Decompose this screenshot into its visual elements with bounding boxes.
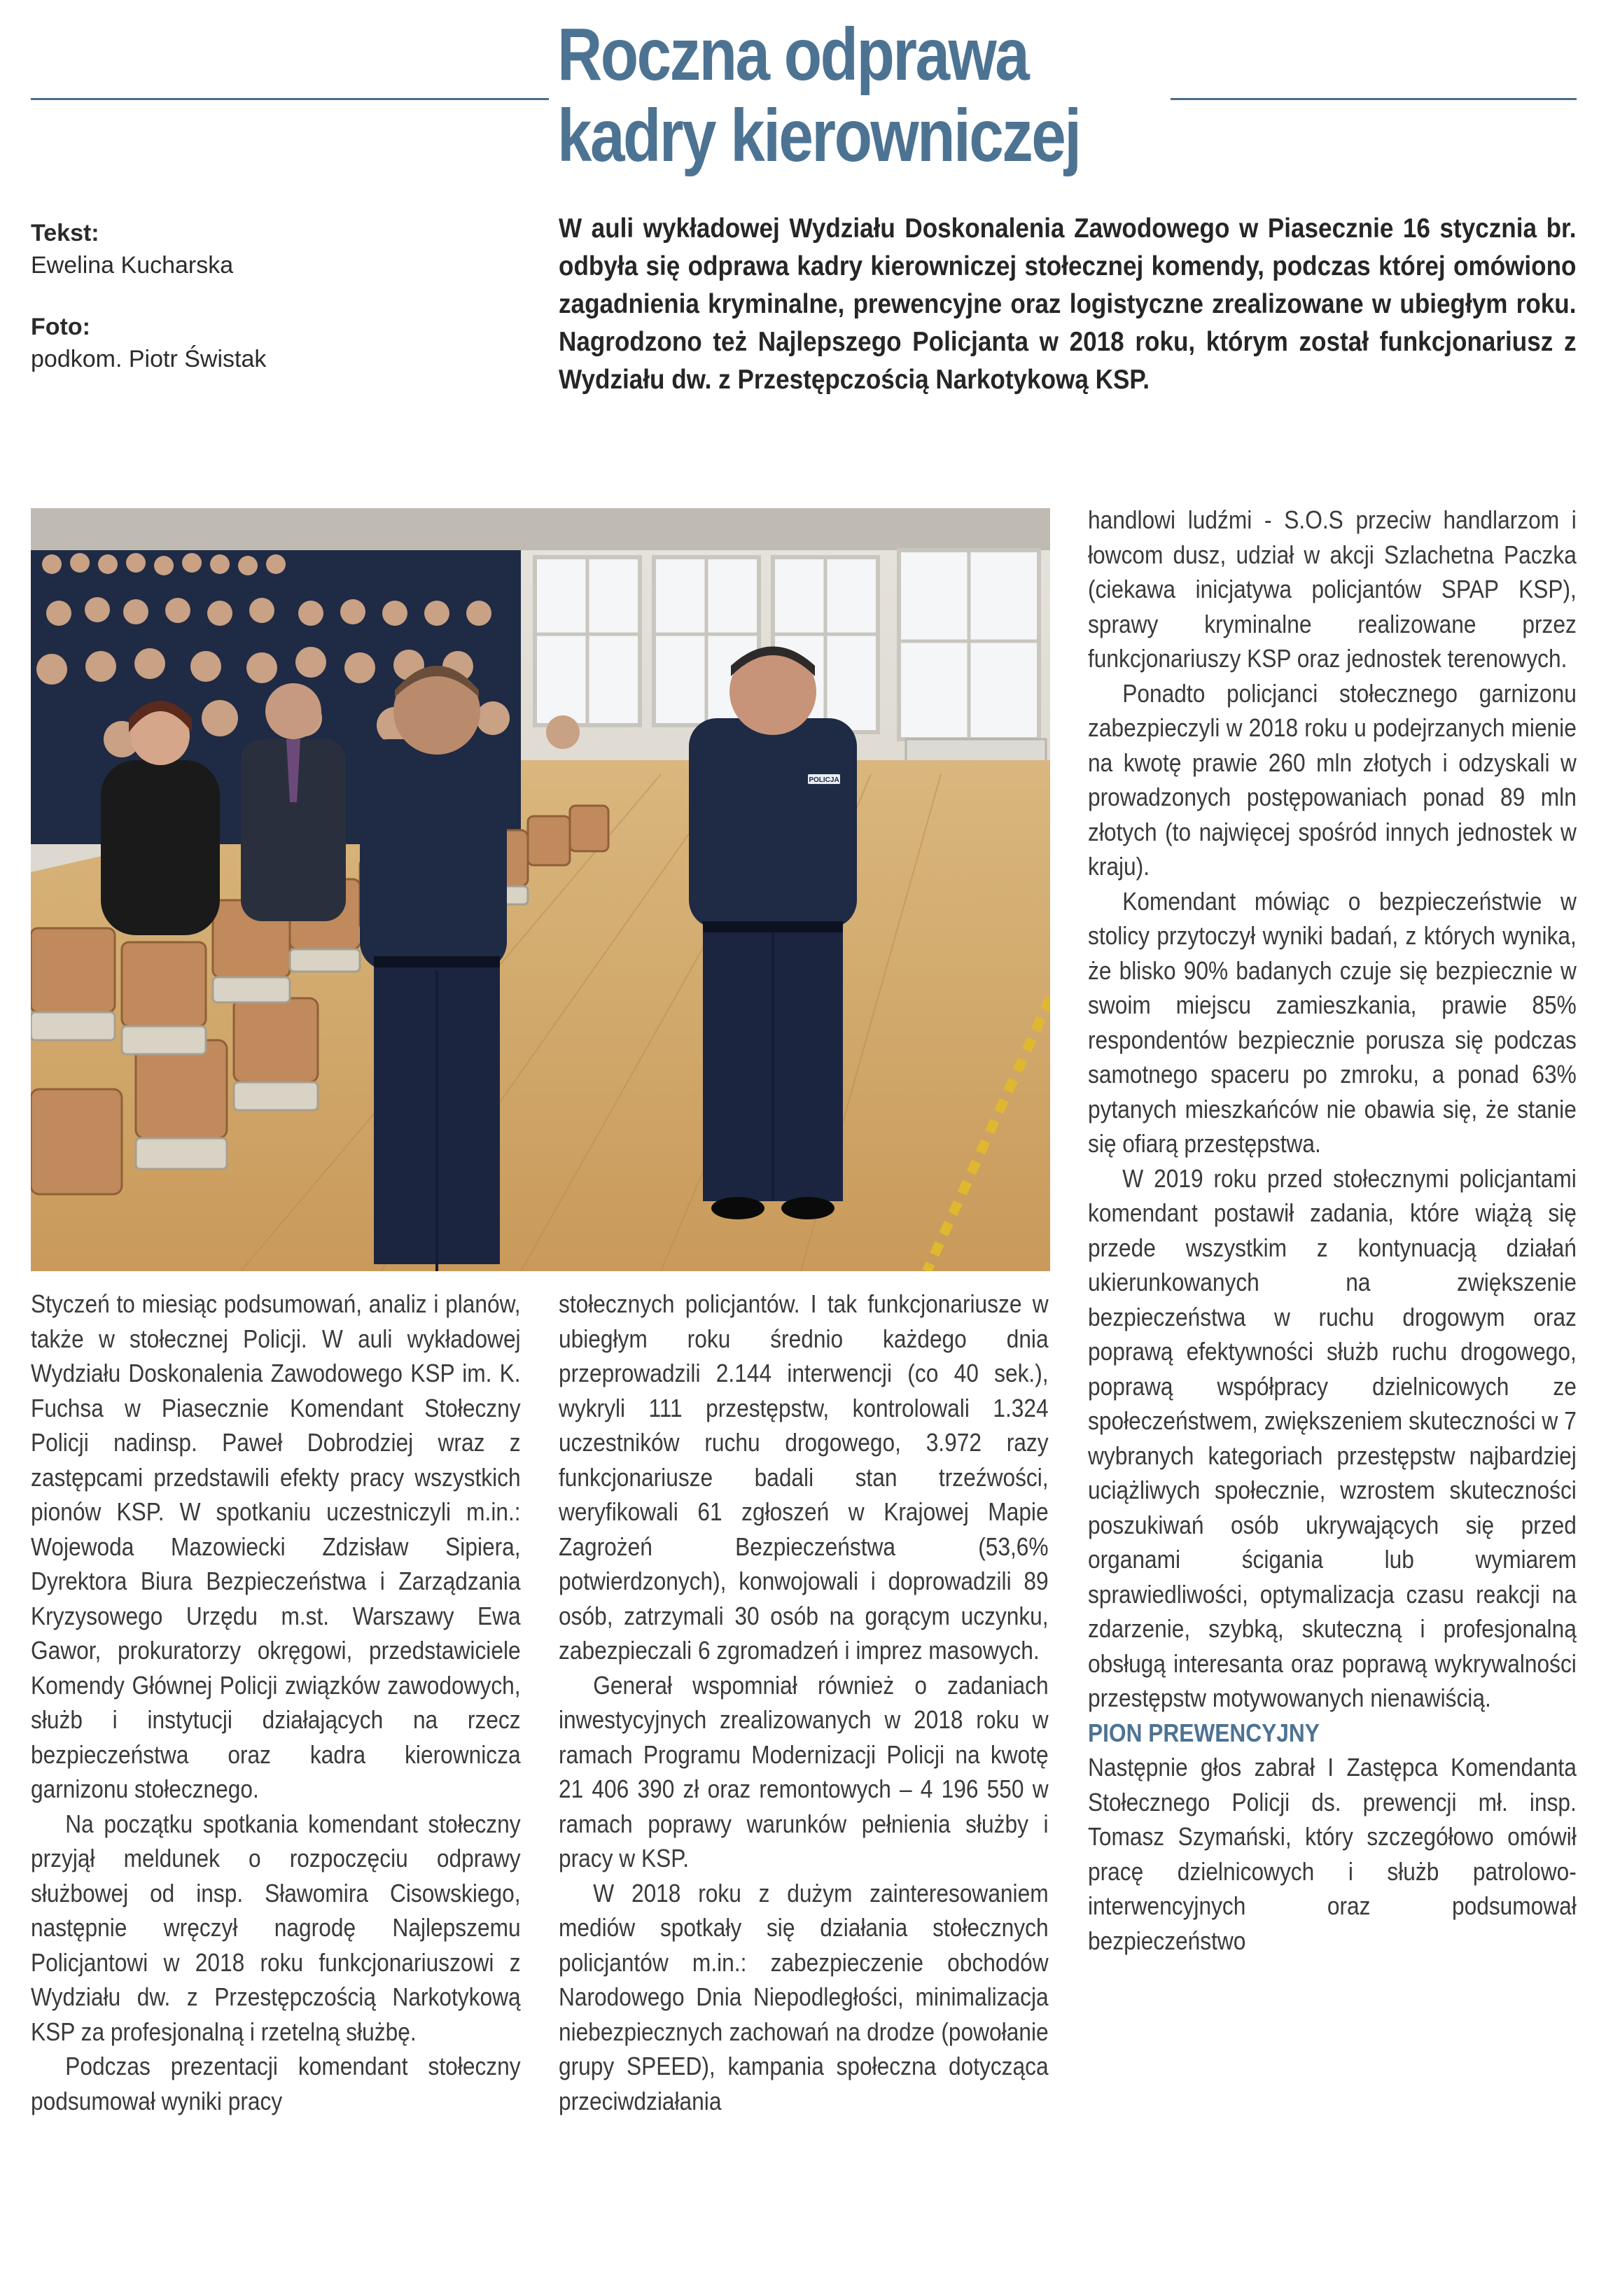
- lead-paragraph: W auli wykładowej Wydziału Doskonalenia Zawodowego w Piasecznie 16 stycznia br. odbyła się odprawa kadry kierowniczej stołecznej komendy, podczas której omówiono zagadnienia kryminalne, prewencyjne oraz logistyczne zrealizowane w ubiegłym roku. Nagrodzono też Najlepszego Policjanta w 2018 roku, którym został funkcjonariusz z Wydziału dw. z Przestępczością Narkotykową KSP.: [559, 214, 1577, 395]
- col2-paragraph-1: stołecznych policjantów. I tak funkcjonariusze w ubiegłym roku średnio każdego dnia przeprowadzili 2.144 interwencji (co 40 sek.), wykryli 111 przestępstw, kontrolowali 1.324 uczestników ruchu drogowego, 3.972 razy funkcjonariusze badali stan trzeźwości, weryfikowali 61 zgłoszeń w Krajowej Mapie Zagrożeń Bezpieczeństwa (53,6% potwierdzonych), konwojowali i doprowadzili 89 osób, zatrzymali 30 osób na gorącym uczynku, zabezpieczali 6 zgromadzeń i imprez masowych.: [559, 1289, 1049, 1665]
- col2-paragraph-3: W 2018 roku z dużym zainteresowaniem mediów spotkały się działania stołecznych policjantów m.in.: zabezpieczenie obchodów Narodowego Dnia Niepodległości, minimalizacja niebezpiecznych zachowań na drodze (powołanie grupy SPEED), kampania społeczna dotycząca przeciwdziałania: [559, 1878, 1049, 2115]
- body-column-1: [31, 1287, 521, 2118]
- title-rule-right: [1171, 98, 1577, 100]
- col3-paragraph-1: handlowi ludźmi - S.O.S przeciw handlarzom i łowcom dusz, udział w akcji Szlachetna Paczka (ciekawa inicjatywa policjantów SPAP KSP), sprawy kryminalne realizowane przez funkcjonariuszy KSP oraz jednostek terenowych.: [1088, 505, 1577, 673]
- title-line-1: Roczna odprawa: [557, 13, 1028, 96]
- text-credit-label: Tekst:: [31, 220, 99, 246]
- credits: [31, 217, 521, 375]
- col3-paragraph-2: Ponadto policjanci stołecznego garnizonu zabezpieczyli w 2018 roku u podejrzanych mienie na kwotę prawie 260 mln złotych i odzyskali w prowadzonych postępowaniach ponad 89 mln złotych (to najwięcej spośród innych jednostek w kraju).: [1088, 678, 1577, 881]
- col3-paragraph-5: Następnie głos zabrał I Zastępca Komendanta Stołecznego Policji ds. prewencji mł. insp. Tomasz Szymański, który szczegółowo omówił pracę dzielnicowych i służb patrolowo-interwencyjnych oraz podsumował bezpieczeństwo: [1088, 1753, 1577, 1955]
- badge-text: POLICJA: [809, 776, 839, 784]
- title-line-2: kadry kierowniczej: [557, 94, 1080, 177]
- col3-paragraph-4: W 2019 roku przed stołecznymi policjantami komendant postawił zadania, które wiążą się przede wszystkim z kontynuacją działań ukierunkowanych na zwiększenie bezpieczeństwa w ruchu drogowym oraz poprawą efektywności służb ruchu drogowego, poprawą współpracy dzielnicowych ze społeczeństwem, zwiększeniem skuteczności w 7 wybranych kategoriach przestępstw najbardziej uciążliwych społecznie, wzrostem skuteczności poszukiwań osób ukrywających się przed organami ścigania lub wymiarem sprawiedliwości, optymalizacja czasu reakcji na zdarzenie, szybką, skuteczną i profesjonalną obsługą interesanta oraz poprawą wykrywalności przestępstw motywowanych nienawiścią.: [1088, 1163, 1577, 1712]
- col1-paragraph-3: Podczas prezentacji komendant stołeczny podsumował wyniki pracy: [31, 2052, 521, 2115]
- body-column-3: [1088, 503, 1577, 1958]
- photo-credit-label: Foto:: [31, 314, 90, 340]
- title-rule-left: [31, 98, 549, 100]
- photo-credit-author: podkom. Piotr Świstak: [31, 346, 267, 372]
- col2-paragraph-2: Generał wspomniał również o zadaniach inwestycyjnych zrealizowanych w 2018 roku w ramach Programu Modernizacji Policji na kwotę 21 406 390 zł oraz remontowych – 4 196 550 w ramach poprawy warunków pełnienia służby i pracy w KSP.: [559, 1670, 1049, 1872]
- col3-paragraph-3: Komendant mówiąc o bezpieczeństwie w stolicy przytoczył wyniki badań, z których wynika, że blisko 90% badanych czuje się bezpiecznie w swoim miejscu zamieszkania, prawie 85% respondentów bezpiecznie porusza się podczas samotnego spaceru po zmroku, a ponad 63% pytanych mieszkańców nie obawia się, że stanie się ofiarą przestępstwa.: [1088, 886, 1577, 1158]
- col1-paragraph-2: Na początku spotkania komendant stołeczny przyjął meldunek o rozpoczęciu odprawy służbowej od insp. Sławomira Cisowskiego, następnie wręczył nagrodę Najlepszemu Policjantowi w 2018 roku funkcjonariuszowi z Wydziału dw. z Przestępczością Narkotykową KSP za profesjonalną i rzetelną służbę.: [31, 1809, 521, 2046]
- col1-paragraph-1: Styczeń to miesiąc podsumowań, analiz i planów, także w stołecznej Policji. W auli wykładowej Wydziału Doskonalenia Zawodowego KSP im. K. Fuchsa w Piasecznie Komendant Stołeczny Policji nadinsp. Paweł Dobrodziej wraz z zastępcami przedstawili efekty pracy wszystkich pionów KSP. W spotkaniu uczestniczyli m.in.: Wojewoda Mazowiecki Zdzisław Sipiera, Dyrektora Biura Bezpieczeństwa i Zarządzania Kryzysowego Urzędu m.st. Warszawy Ewa Gawor, prokuratorzy okręgowi, przedstawiciele Komendy Głównej Policji związków zawodowych, służb i instytucji działających na rzecz bezpieczeństwa oraz kadra kierownicza garnizonu stołecznego.: [31, 1289, 521, 1803]
- body-column-2: [559, 1287, 1049, 2118]
- article-title: [557, 14, 1087, 176]
- text-credit-author: Ewelina Kucharska: [31, 252, 234, 279]
- article-photo: [31, 508, 1050, 1271]
- section-heading: PION PREWENCYJNY: [1088, 1718, 1320, 1747]
